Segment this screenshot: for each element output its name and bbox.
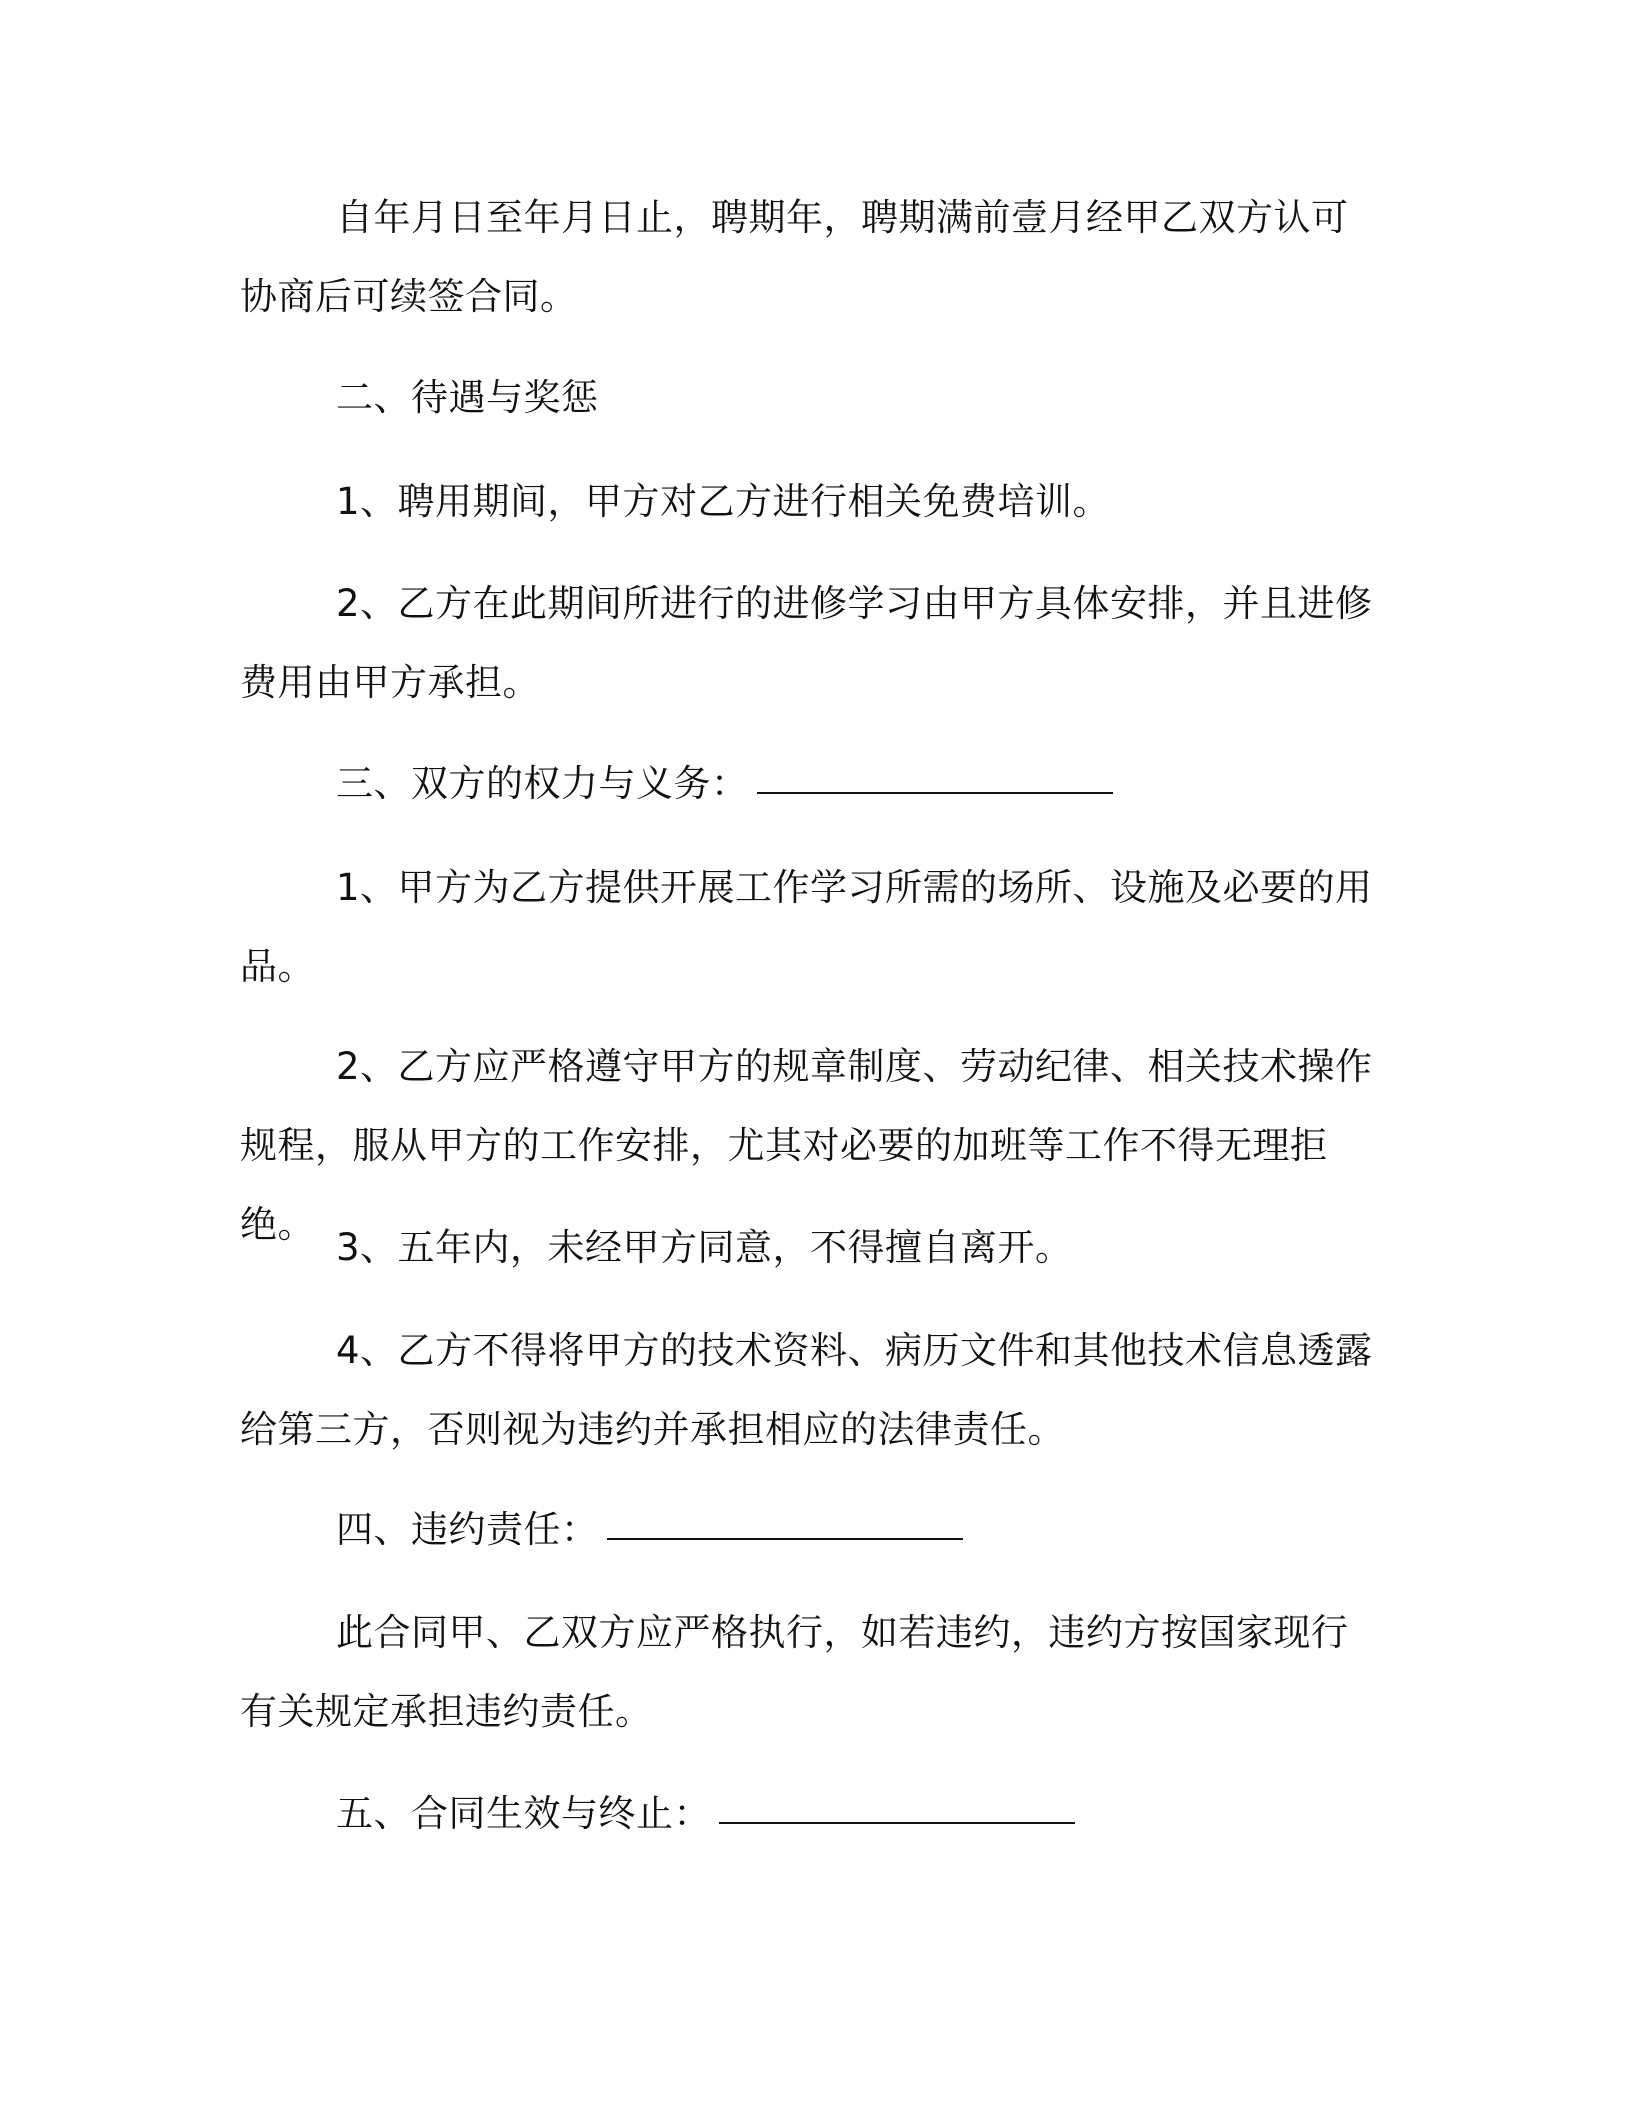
paragraph-text: 4、乙方不得将甲方的技术资料、病历文件和其他技术信息透露给第三方，否则视为违约并承担相应的法律责任。 xyxy=(240,1329,1373,1451)
heading-text: 五、合同生效与终止： xyxy=(336,1792,711,1835)
paragraph-text: 2、乙方应严格遵守甲方的规章制度、劳动纪律、相关技术操作规程，服从甲方的工作安排，尤其对必要的加班等工作不得无理拒绝。 xyxy=(240,1045,1373,1246)
heading-benefits xyxy=(240,358,1376,437)
paragraph-text: 3、五年内，未经甲方同意，不得擅自离开。 xyxy=(336,1226,1073,1269)
paragraph-confidentiality xyxy=(240,1311,1376,1469)
heading-text: 四、违约责任： xyxy=(336,1508,599,1551)
paragraph-term-limit xyxy=(240,1208,1376,1287)
heading-text: 二、待遇与奖惩 xyxy=(336,376,599,419)
paragraph-facilities xyxy=(240,848,1376,1006)
heading-rights xyxy=(240,744,1376,823)
heading-text: 三、双方的权力与义务： xyxy=(336,762,749,805)
fill-in-blank xyxy=(719,1818,1075,1824)
paragraph-text: 此合同甲、乙双方应严格执行，如若违约，违约方按国家现行有关规定承担违约责任。 xyxy=(240,1611,1349,1733)
heading-breach xyxy=(240,1490,1376,1569)
paragraph-study xyxy=(240,564,1376,722)
fill-in-blank xyxy=(607,1534,963,1540)
paragraph-term xyxy=(240,178,1376,336)
paragraph-training xyxy=(240,462,1376,541)
paragraph-text: 1、聘用期间，甲方对乙方进行相关免费培训。 xyxy=(336,480,1111,523)
fill-in-blank xyxy=(757,788,1113,794)
heading-effect xyxy=(240,1774,1376,1853)
paragraph-breach xyxy=(240,1593,1376,1751)
paragraph-text: 自年月日至年月日止，聘期年，聘期满前壹月经甲乙双方认可协商后可续签合同。 xyxy=(240,196,1349,318)
paragraph-text: 2、乙方在此期间所进行的进修学习由甲方具体安排，并且进修费用由甲方承担。 xyxy=(240,582,1373,704)
paragraph-text: 1、甲方为乙方提供开展工作学习所需的场所、设施及必要的用品。 xyxy=(240,866,1373,988)
